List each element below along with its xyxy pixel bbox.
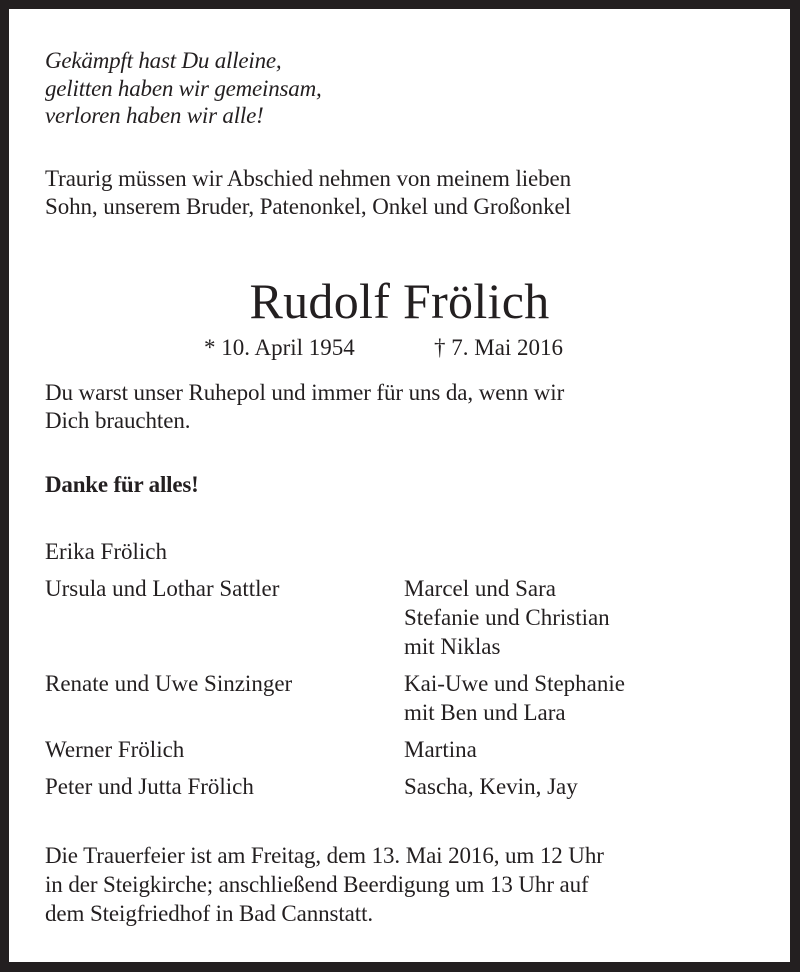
intro-text [45,165,571,221]
family-member: Marcel und Sara [404,576,556,601]
mourner-name: Werner Frölich [45,737,185,762]
mourner-family [404,574,610,661]
motto-line: Gekämpft hast Du alleine, [45,48,282,73]
mourner-row [45,669,765,727]
mourner-name: Erika Frölich [45,539,167,564]
intro-line: Sohn, unserem Bruder, Patenonkel, Onkel und Großonkel [45,194,571,219]
mourner-name: Renate und Uwe Sinzinger [45,671,293,696]
service-details [45,841,604,928]
tribute-line: Du warst unser Ruhepol und immer für uns da, wenn wir [45,380,565,405]
motto-line: verloren haben wir alle! [45,103,264,128]
motto-line: gelitten haben wir gemeinsam, [45,75,322,101]
mourner-family [404,669,625,727]
death-date: † 7. Mai 2016 [434,335,564,360]
intro-line: Traurig müssen wir Abschied nehmen von meinem lieben [45,166,572,191]
mourner-row [45,574,765,661]
family-member: Sascha, Kevin, Jay [404,774,578,799]
family-member: Martina [404,737,477,762]
service-line: in der Steigkirche; anschließend Beerdigung um 13 Uhr auf [45,872,589,897]
family-member: Stefanie und Christian [404,605,610,630]
tribute-text [45,379,564,435]
mourner-row [45,537,765,566]
deceased-name: Rudolf Frölich [249,273,550,329]
service-line: dem Steigfriedhof in Bad Cannstatt. [45,901,374,926]
mourner-family [404,735,477,764]
mourner-name: Peter und Jutta Frölich [45,774,254,799]
mourner-row [45,735,765,764]
family-member: Kai-Uwe und Stephanie [404,671,625,696]
motto-verse [45,47,322,130]
mourners-list [45,537,765,809]
life-dates [204,334,563,362]
thanks-text: Danke für alles! [45,472,199,497]
birth-date: * 10. April 1954 [204,335,355,360]
obituary-notice [9,9,790,962]
mourner-family [404,772,578,801]
tribute-line: Dich brauchten. [45,408,191,433]
service-line: Die Trauerfeier ist am Freitag, dem 13. Mai 2016, um 12 Uhr [45,843,604,868]
family-member: mit Niklas [404,634,501,659]
mourner-name: Ursula und Lothar Sattler [45,576,280,601]
mourner-row [45,772,765,801]
family-member: mit Ben und Lara [404,700,566,725]
